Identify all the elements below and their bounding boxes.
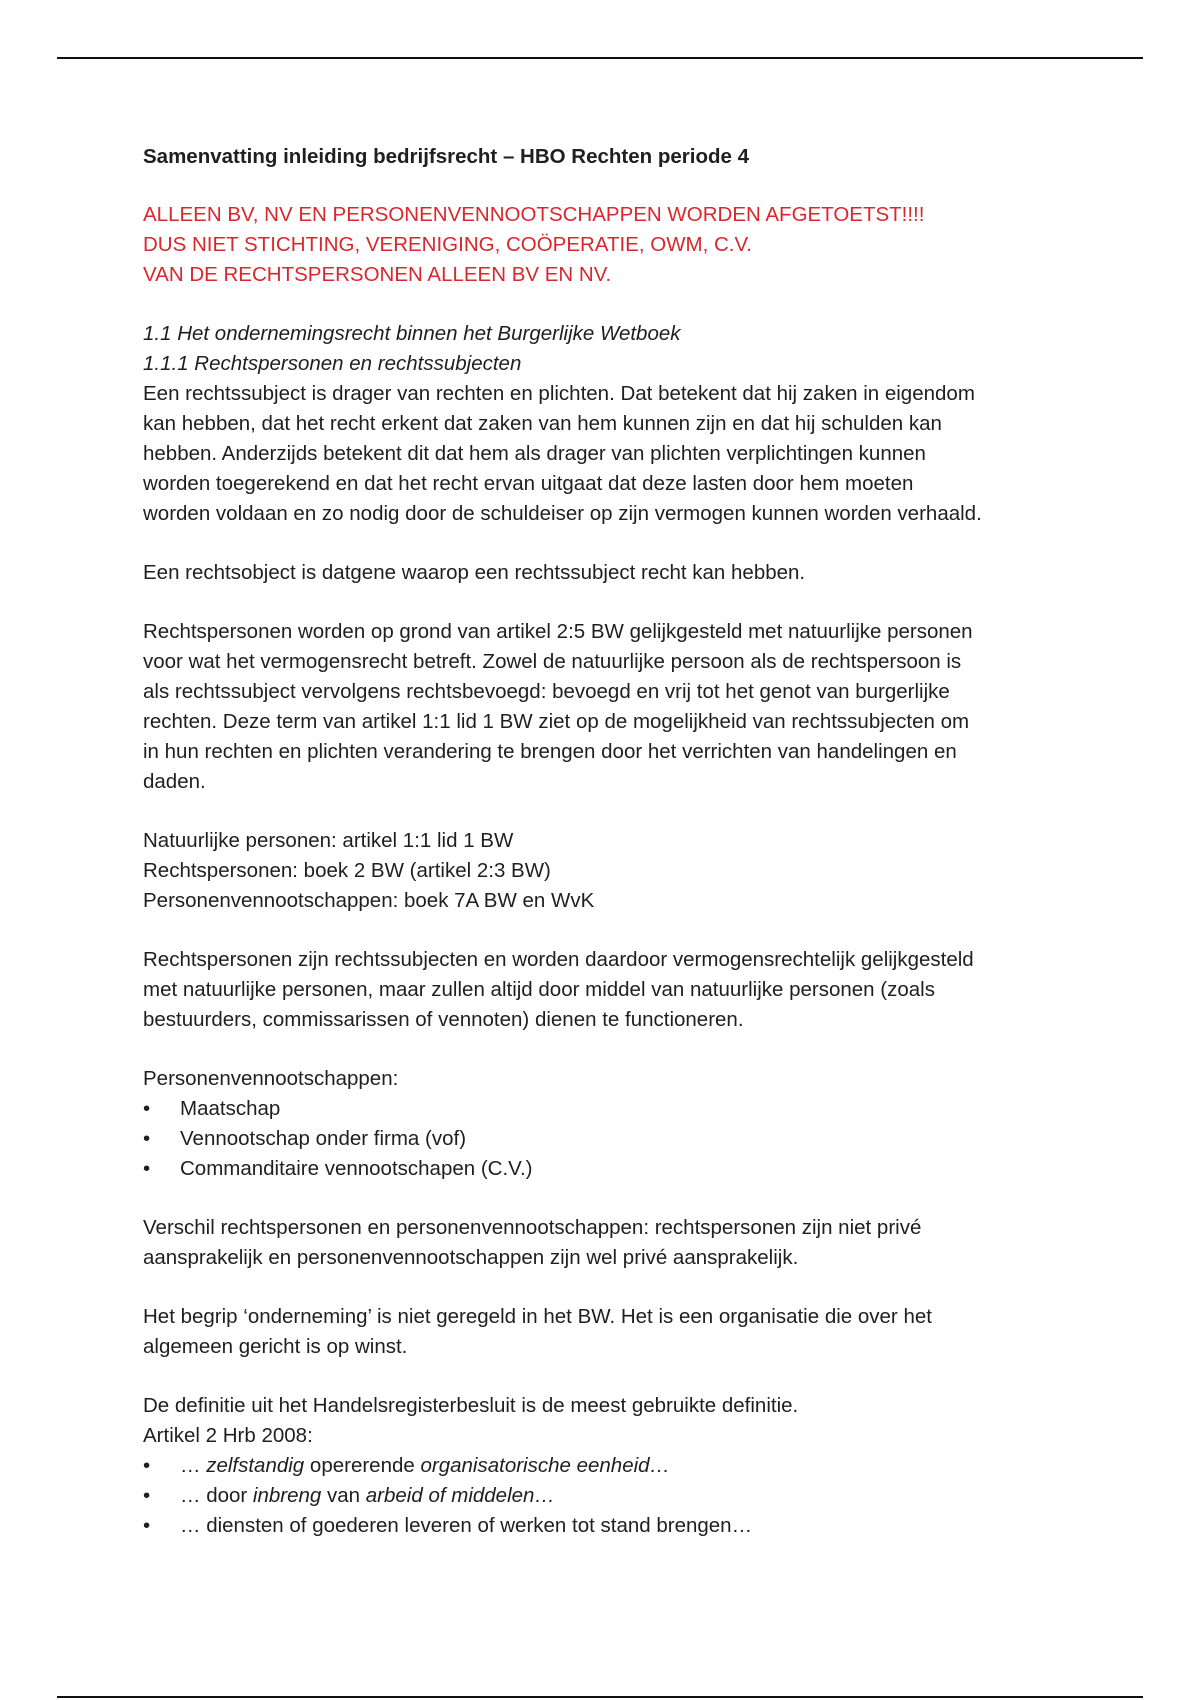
text-line: De definitie uit het Handelsregisterbesluit is de meest gebruikte definitie. — [143, 1394, 799, 1417]
text-line: als rechtssubject vervolgens rechtsbevoegd: bevoegd en vrij tot het genot van burgerlijke — [143, 680, 950, 703]
text-line: Personenvennootschappen: boek 7A BW en WvK — [143, 889, 595, 912]
list-item: • Vennootschap onder firma (vof) — [143, 1124, 1063, 1154]
text-line: Een rechtsobject is datgene waarop een rechtssubject recht kan hebben. — [143, 561, 806, 584]
bullet-icon: • — [143, 1514, 151, 1537]
paragraph-rechtsobject — [143, 558, 1063, 588]
bullet-icon: • — [143, 1157, 151, 1180]
section-heading: 1.1 Het ondernemingsrecht binnen het Burgerlijke Wetboek — [143, 322, 681, 345]
list-item: • Maatschap — [143, 1094, 1063, 1124]
warning-line: VAN DE RECHTSPERSONEN ALLEEN BV EN NV. — [143, 263, 612, 286]
list-item: • … diensten of goederen leveren of werken tot stand brengen… — [143, 1511, 1063, 1541]
paragraph-definition — [143, 1391, 1063, 1541]
text-line: worden toegerekend en dat het recht ervan uitgaat dat deze lasten door hem moeten — [143, 472, 914, 495]
exam-scope-warning — [143, 200, 1063, 290]
bullet-icon: • — [143, 1454, 151, 1477]
paragraph-onderneming — [143, 1302, 1063, 1362]
footer-rule — [57, 1696, 1143, 1698]
document-title: Samenvatting inleiding bedrijfsrecht – HBO Rechten periode 4 — [143, 145, 750, 168]
subsection-heading: 1.1.1 Rechtspersonen en rechtssubjecten — [143, 352, 522, 375]
paragraph-rechtssubject — [143, 379, 1063, 529]
text-line: bestuurders, commissarissen of vennoten) dienen te functioneren. — [143, 1008, 744, 1031]
text-line: algemeen gericht is op winst. — [143, 1335, 408, 1358]
list-personenvennootschappen — [143, 1064, 1063, 1184]
text-line: Een rechtssubject is drager van rechten en plichten. Dat betekent dat hij zaken in eigendom — [143, 382, 975, 405]
header-rule — [57, 57, 1143, 59]
paragraph-legal-sources — [143, 826, 1063, 916]
text-line: Verschil rechtspersonen en personenvennootschappen: rechtspersonen zijn niet privé — [143, 1216, 922, 1239]
text-line: hebben. Anderzijds betekent dit dat hem als drager van plichten verplichtingen kunnen — [143, 442, 926, 465]
warning-line: DUS NIET STICHTING, VERENIGING, COÖPERATIE, OWM, C.V. — [143, 233, 752, 256]
bullet-icon: • — [143, 1097, 151, 1120]
text-line: voor wat het vermogensrecht betreft. Zowel de natuurlijke persoon als de rechtspersoon is — [143, 650, 962, 673]
list-item: • … zelfstandig opererende organisatorische eenheid… — [143, 1451, 1063, 1481]
text-line: Rechtspersonen worden op grond van artikel 2:5 BW gelijkgesteld met natuurlijke personen — [143, 620, 973, 643]
text-line: met natuurlijke personen, maar zullen altijd door middel van natuurlijke personen (zoals — [143, 978, 935, 1001]
text-line: in hun rechten en plichten verandering te brengen door het verrichten van handelingen en — [143, 740, 957, 763]
text-line: rechten. Deze term van artikel 1:1 lid 1 BW ziet op de mogelijkheid van rechtssubjecten om — [143, 710, 970, 733]
section-headings — [143, 319, 1063, 379]
text-line: Rechtspersonen: boek 2 BW (artikel 2:3 BW) — [143, 859, 551, 882]
paragraph-rechtspersonen — [143, 617, 1063, 797]
paragraph-functioning — [143, 945, 1063, 1035]
text-line: daden. — [143, 770, 206, 793]
text-line: aansprakelijk en personenvennootschappen zijn wel privé aansprakelijk. — [143, 1246, 799, 1269]
bullet-icon: • — [143, 1484, 151, 1507]
text-line: worden voldaan en zo nodig door de schuldeiser op zijn vermogen kunnen worden verhaald. — [143, 502, 982, 525]
paragraph-difference — [143, 1213, 1063, 1273]
bullet-icon: • — [143, 1127, 151, 1150]
document-body — [143, 142, 1063, 1541]
list-item: • … door inbreng van arbeid of middelen… — [143, 1481, 1063, 1511]
text-line: Artikel 2 Hrb 2008: — [143, 1424, 313, 1447]
warning-line: ALLEEN BV, NV EN PERSONENVENNOOTSCHAPPEN WORDEN AFGETOETST!!!! — [143, 203, 925, 226]
text-line: Natuurlijke personen: artikel 1:1 lid 1 BW — [143, 829, 514, 852]
list-item: • Commanditaire vennootschapen (C.V.) — [143, 1154, 1063, 1184]
text-line: kan hebben, dat het recht erkent dat zaken van hem kunnen zijn en dat hij schulden kan — [143, 412, 942, 435]
text-line: Het begrip ‘onderneming’ is niet geregeld in het BW. Het is een organisatie die over het — [143, 1305, 932, 1328]
list-intro: Personenvennootschappen: — [143, 1067, 399, 1090]
text-line: Rechtspersonen zijn rechtssubjecten en worden daardoor vermogensrechtelijk gelijkgesteld — [143, 948, 974, 971]
